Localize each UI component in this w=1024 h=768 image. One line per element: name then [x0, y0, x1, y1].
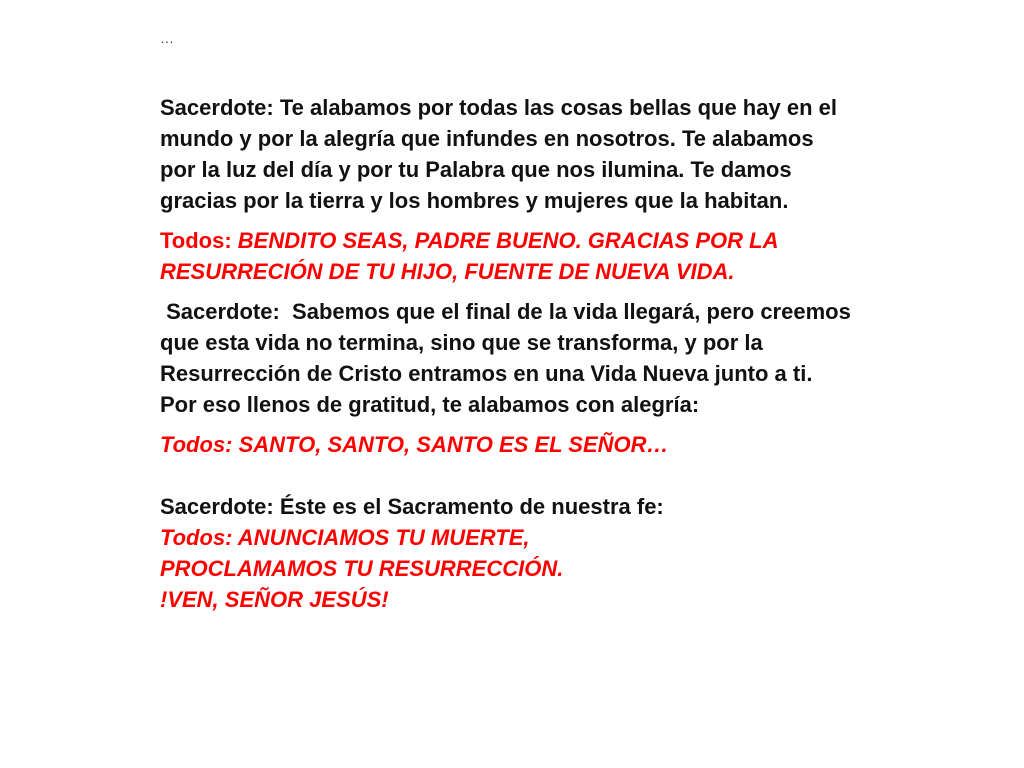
- text-line: por la luz del día y por tu Palabra que nos ilumina. Te damos: [160, 157, 792, 182]
- response-line: !VEN, SEÑOR JESÚS!: [160, 587, 389, 612]
- response-paragraph-2: [160, 429, 860, 460]
- response-line: [160, 225, 860, 256]
- text-line: Sacerdote: Te alabamos por todas las cosas bellas que hay en el: [160, 95, 837, 120]
- text-line: que esta vida no termina, sino que se transforma, y por la: [160, 330, 763, 355]
- text-line: mundo y por la alegría que infundes en nosotros. Te alabamos: [160, 126, 814, 151]
- spacer: [160, 469, 860, 491]
- priest-paragraph-1: [160, 92, 860, 216]
- text-line: Resurrección de Cristo entramos en una Vida Nueva junto a ti.: [160, 361, 813, 386]
- response-paragraph-1: [160, 225, 860, 287]
- response-line: RESURRECIÓN DE TU HIJO, FUENTE DE NUEVA VIDA.: [160, 259, 735, 284]
- slide-content: [160, 92, 860, 615]
- response-prefix: Todos:: [160, 228, 238, 253]
- text-line: Por eso llenos de gratitud, te alabamos con alegría:: [160, 392, 700, 417]
- response-paragraph-3: [160, 522, 860, 615]
- priest-paragraph-3: [160, 491, 860, 522]
- response-line: Todos: ANUNCIAMOS TU MUERTE,: [160, 525, 530, 550]
- text-line: gracias por la tierra y los hombres y mujeres que la habitan.: [160, 188, 789, 213]
- text-line: Sacerdote: Éste es el Sacramento de nuestra fe:: [160, 494, 664, 519]
- priest-paragraph-2: [160, 296, 860, 420]
- ellipsis-text: …: [160, 30, 175, 46]
- text-line: Sacerdote: Sabemos que el final de la vida llegará, pero creemos: [160, 299, 851, 324]
- response-line: Todos: SANTO, SANTO, SANTO ES EL SEÑOR…: [160, 432, 669, 457]
- response-line: PROCLAMAMOS TU RESURRECCIÓN.: [160, 556, 564, 581]
- response-text: BENDITO SEAS, PADRE BUENO. GRACIAS POR LA: [237, 228, 779, 253]
